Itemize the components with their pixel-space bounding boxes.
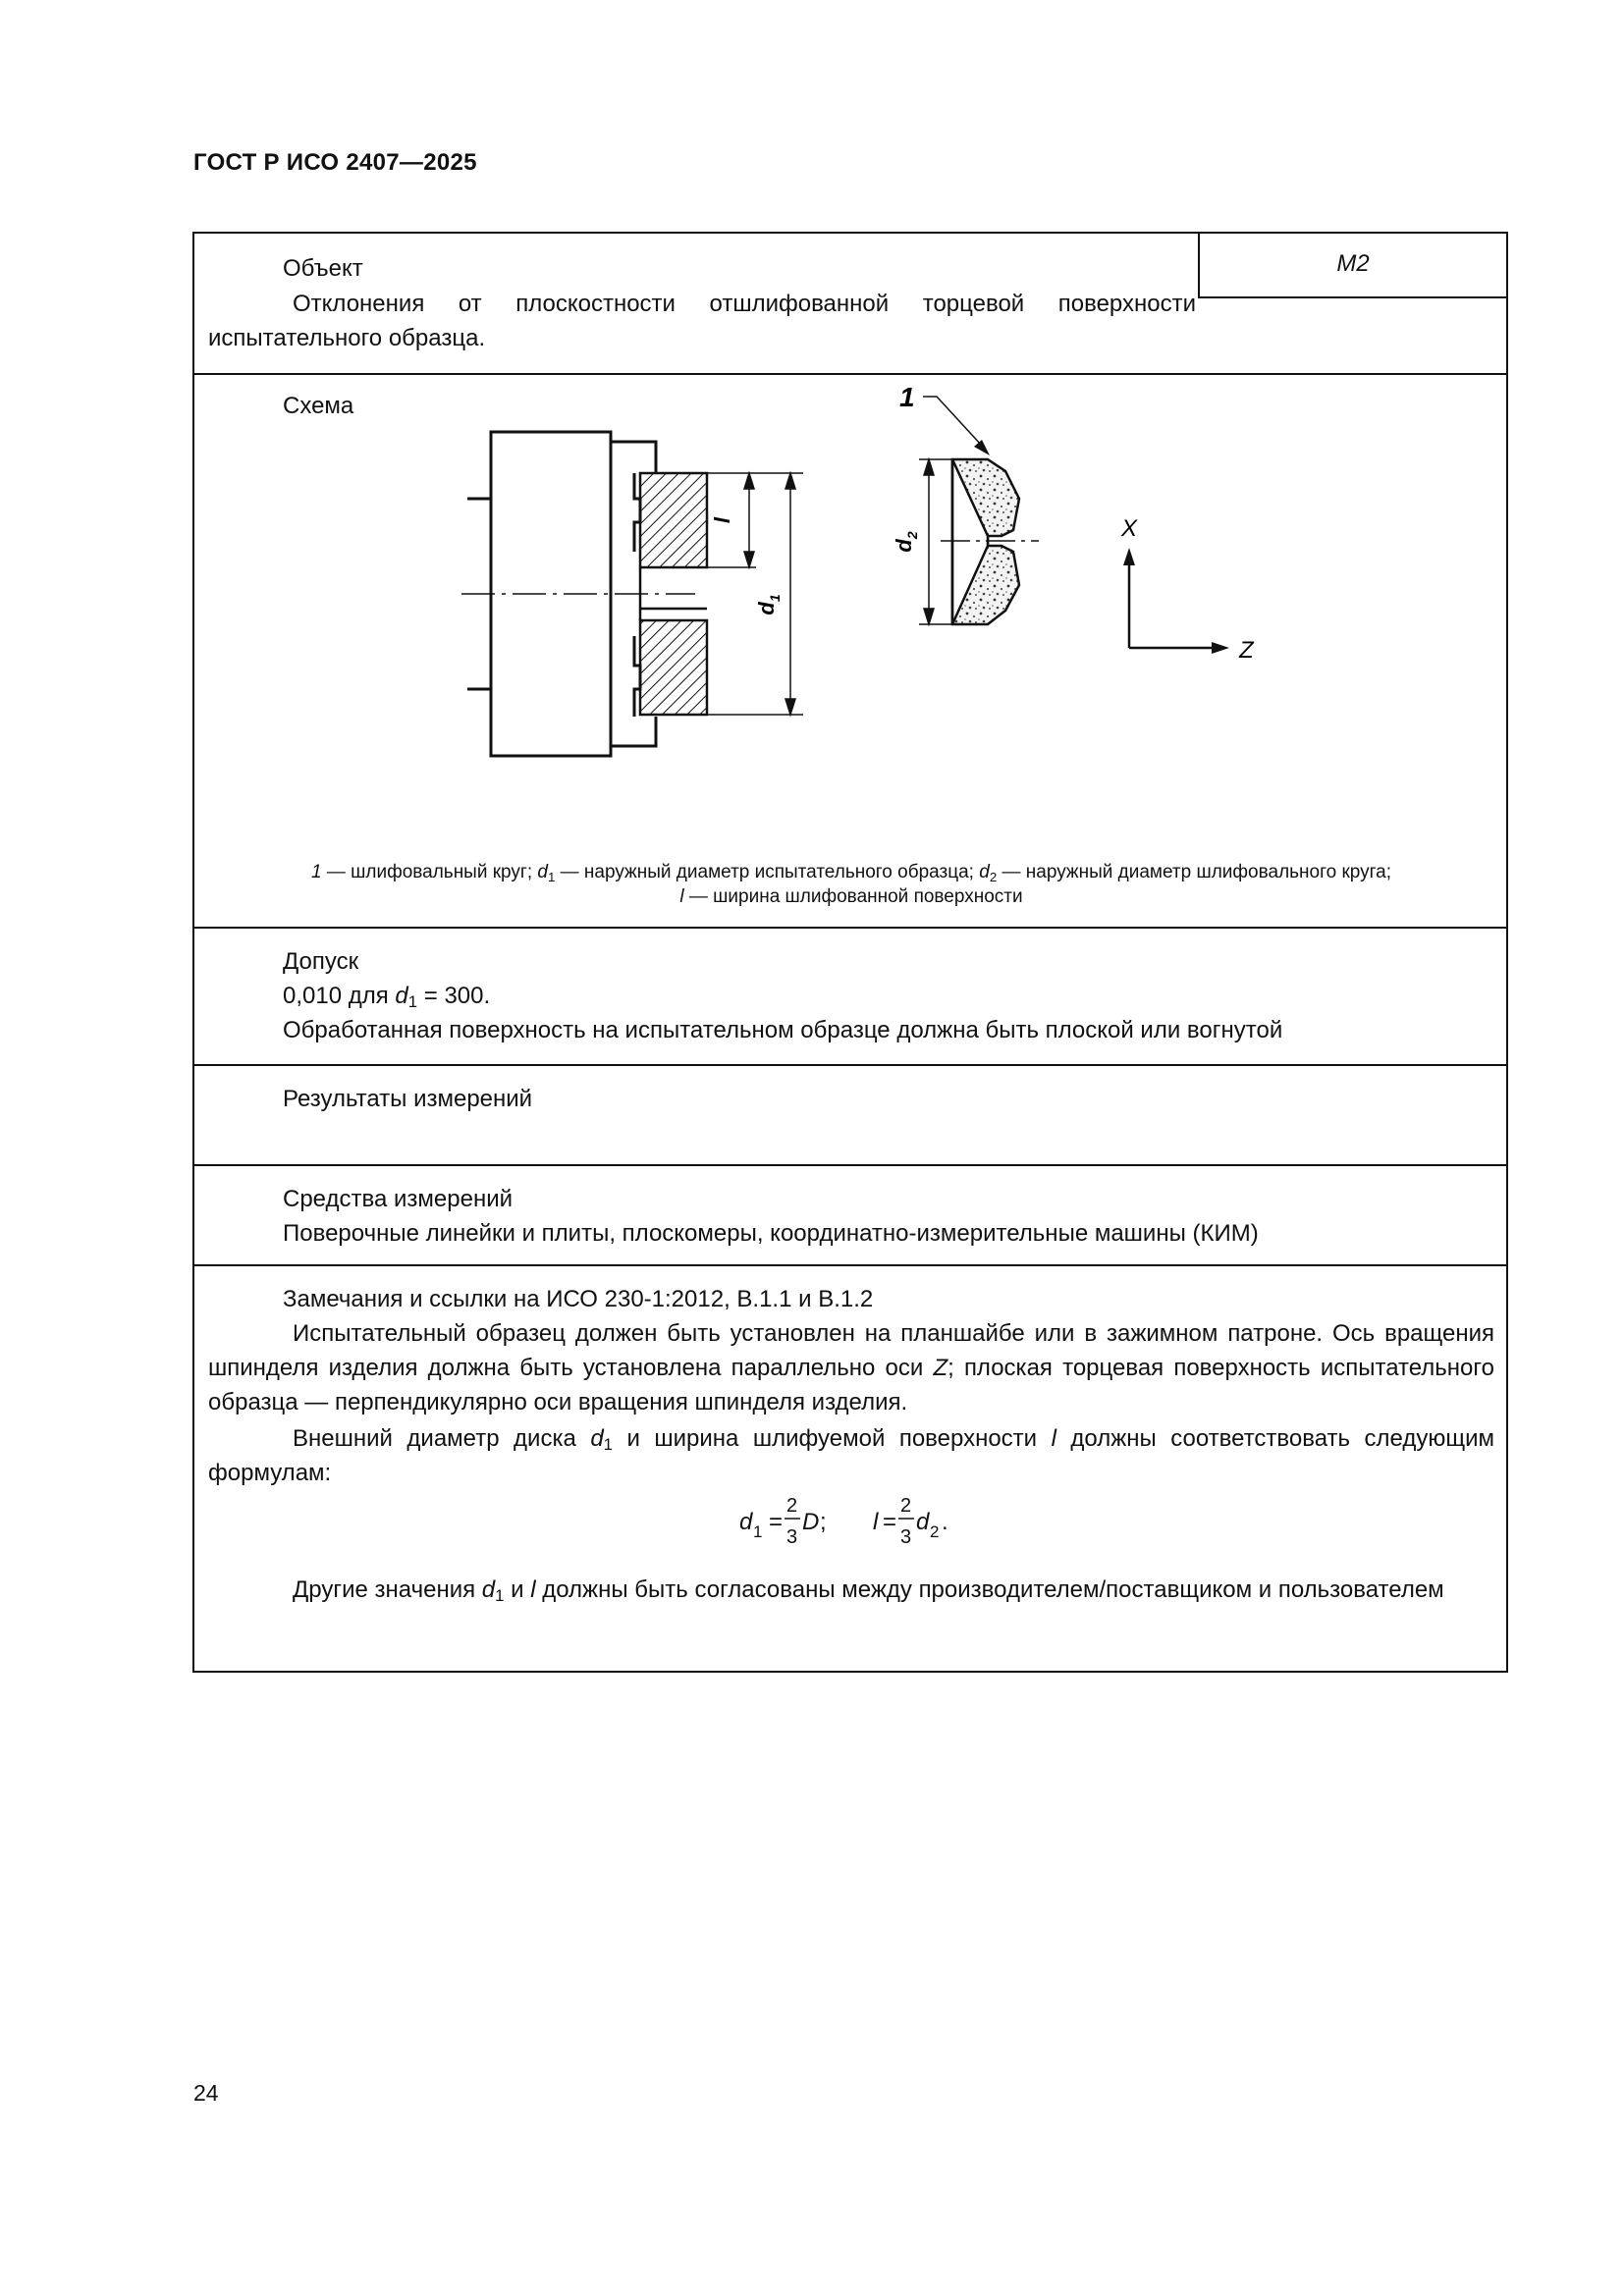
axis-x-label: X: [1120, 515, 1138, 542]
scheme-section: [194, 373, 1506, 927]
svg-text:D: D: [802, 1509, 820, 1535]
formula: [739, 1486, 995, 1555]
test-specification-table: [192, 232, 1508, 1673]
dim-label-l: l: [710, 516, 734, 524]
tolerance-value: 0,010 для $d_1 = 300$.: [283, 983, 491, 1011]
object-section: [194, 234, 1506, 373]
object-text: Отклонения от плоскостности отшлифованной торцевой поверхности испытательного образца.: [208, 291, 1196, 351]
tolerance-note: Обработанная поверхность на испытательном образце должна быть плоской или вогнутой: [283, 1017, 1283, 1043]
dim-label-d1: $d_1$: [754, 594, 783, 615]
document-header: ГОСТ Р ИСО 2407—2025: [193, 149, 477, 176]
test-code: М2: [1198, 234, 1506, 298]
results-heading: Результаты измерений: [283, 1086, 533, 1112]
grinding-wheel: [952, 459, 1019, 624]
dimension-d2: [919, 459, 952, 624]
svg-text:1: 1: [753, 1522, 763, 1541]
scheme-legend: 1 — шлифовальный круг; $d_1$ — наружный диаметр испытательного образца; $d_2$ — наружный диаметр шлифовального круга; l — ширина шлифованной поверхности: [310, 862, 1391, 907]
remarks-section: [194, 1264, 1506, 1671]
svg-text:2: 2: [930, 1522, 940, 1541]
scheme-heading: Схема: [283, 393, 354, 419]
svg-text:d: d: [916, 1509, 930, 1535]
svg-text:3: 3: [786, 1526, 798, 1548]
dimension-d1: [707, 473, 803, 715]
svg-text:=: =: [769, 1509, 784, 1535]
coordinate-axes: [1129, 558, 1216, 648]
instruments-text: Поверочные линейки и плиты, плоскомеры, координатно-измерительные машины (КИМ): [283, 1220, 1259, 1247]
svg-text:2: 2: [900, 1495, 912, 1517]
svg-text:;: ;: [820, 1509, 827, 1535]
instruments-section: [194, 1164, 1506, 1264]
callout-1: 1: [899, 382, 915, 412]
svg-text:=: =: [883, 1509, 897, 1535]
remarks-paragraph-1: Испытательный образец должен быть установлен на планшайбе или в зажимном патроне. Ось вращения шпинделя изделия должна быть установлена параллельно оси Z; плоская торцевая поверхность испытательного образца — перпендикулярно оси вращения шпинделя изделия.: [208, 1320, 1494, 1415]
svg-text:.: .: [942, 1509, 948, 1535]
dim-label-d2: $d_2$: [892, 531, 920, 553]
svg-text:l: l: [873, 1509, 879, 1535]
axis-z-label: Z: [1239, 637, 1254, 664]
callout-leader: [923, 397, 982, 446]
instruments-heading: Средства измерений: [283, 1186, 514, 1212]
page-number: 24: [193, 2080, 219, 2106]
svg-text:d: d: [739, 1509, 753, 1535]
tolerance-section: [194, 927, 1506, 1064]
remarks-paragraph-3: Другие значения $d_1$ и l должны быть согласованы между производителем/поставщиком и пользователем: [293, 1576, 1444, 1605]
svg-text:3: 3: [900, 1526, 912, 1548]
tolerance-heading: Допуск: [283, 948, 359, 975]
svg-text:2: 2: [786, 1495, 798, 1517]
object-heading: Объект: [283, 255, 363, 282]
remarks-heading: Замечания и ссылки на ИСО 230-1:2012, В.1.1 и В.1.2: [283, 1286, 874, 1312]
results-section: [194, 1064, 1506, 1164]
remarks-paragraph-2: Внешний диаметр диска $d_1$ и ширина шлифуемой поверхности l должны соответствовать следующим формулам:: [208, 1425, 1495, 1486]
